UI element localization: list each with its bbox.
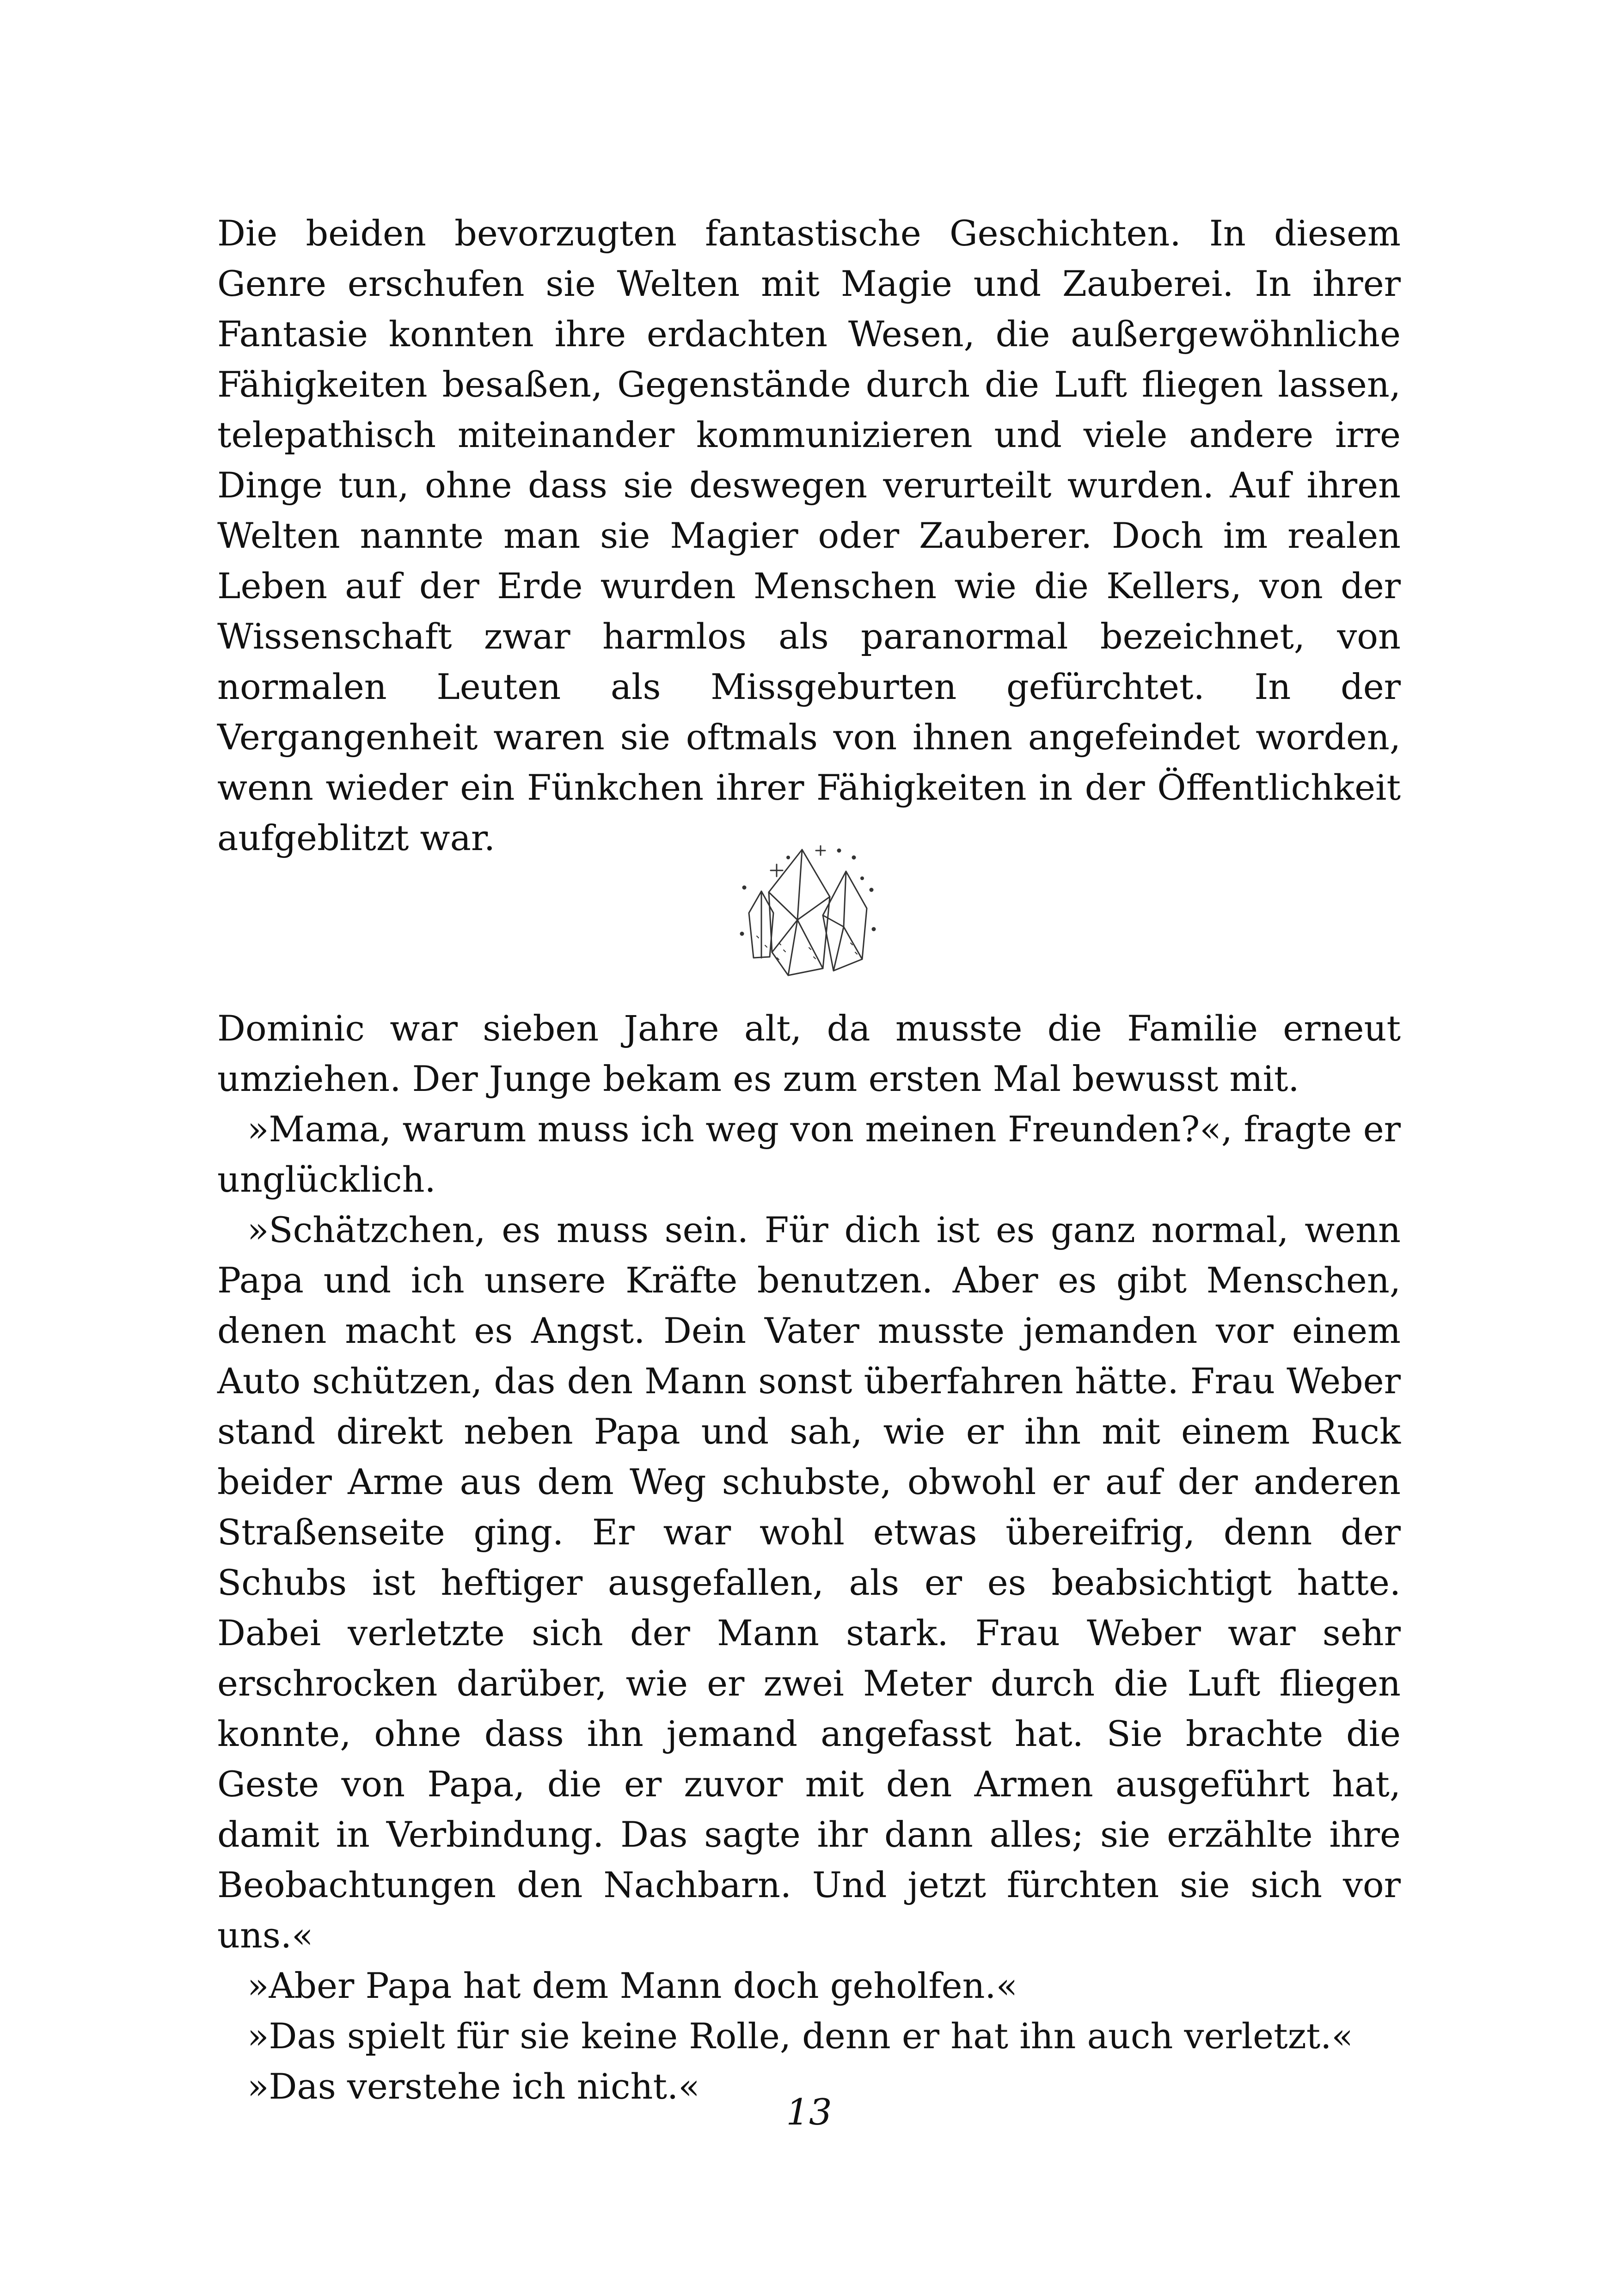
paragraph: »Aber Papa hat dem Mann doch geholfen.«: [247, 1965, 1018, 2006]
crystal-cluster-icon: [733, 837, 885, 989]
paragraph: »Schätzchen, es muss sein. Für dich ist es ganz normal, wenn Papa und ich unsere Kräfte benutzen. Aber es gibt Menschen, denen macht es Angst. Dein Vater musste jemanden vor einem Auto schützen, das den Mann sonst überfahren hätte. Frau Weber stand direkt neben Papa und sah, wie er ihn mit einem Ruck beider Arme aus dem Weg schubste, obwohl er auf der anderen Straßenseite ging. Er war wohl etwas übereifrig, denn der Schubs ist heftiger ausgefallen, als er es beabsichtigt hatte. Dabei verletzte sich der Mann stark. Frau Weber war sehr erschrocken darüber, wie er zwei Meter durch die Luft fliegen konnte, ohne dass ihn jemand angefasst hat. Sie brachte die Geste von Papa, die er zuvor mit den Armen ausgeführt hat, damit in Verbindung. Das sagte ihr dann alles; sie erzählte ihre Beobachtungen den Nachbarn. Und jetzt fürchten sie sich vor uns.«: [217, 1209, 1401, 1956]
paragraph: Dominic war sieben Jahre alt, da musste die Familie erneut umziehen. Der Junge bekam es zum ersten Mal bewusst mit.: [217, 1008, 1401, 1099]
text-block-before-break: [217, 208, 1401, 863]
paragraph: »Das spielt für sie keine Rolle, denn er hat ihn auch verletzt.«: [247, 2015, 1353, 2057]
page-number: 13: [786, 2092, 832, 2133]
paragraph: »Mama, warum muss ich weg von meinen Freunden?«, fragte er unglücklich.: [217, 1108, 1401, 1200]
paragraph: Die beiden bevorzugten fantastische Geschichten. In diesem Genre erschufen sie Welten mit Magie und Zauberei. In ihrer Fantasie konnten ihre erdachten Wesen, die außergewöhnliche Fähigkeiten besaßen, Gegenstände durch die Luft fliegen lassen, telepathisch miteinander kommunizieren und viele andere irre Dinge tun, ohne dass sie deswegen verurteilt wurden. Auf ihren Welten nannte man sie Magier oder Zauberer. Doch im realen Leben auf der Erde wurden Menschen wie die Kellers, von der Wissenschaft zwar harmlos als paranormal bezeichnet, von normalen Leuten als Missgeburten gefürchtet. In der Vergangenheit waren sie oftmals von ihnen angefeindet worden, wenn wieder ein Fünkchen ihrer Fähigkeiten in der Öffentlichkeit aufgeblitzt war.: [217, 213, 1401, 858]
text-block-after-break: [217, 1003, 1401, 2112]
paragraph: »Das verstehe ich nicht.«: [247, 2066, 700, 2107]
